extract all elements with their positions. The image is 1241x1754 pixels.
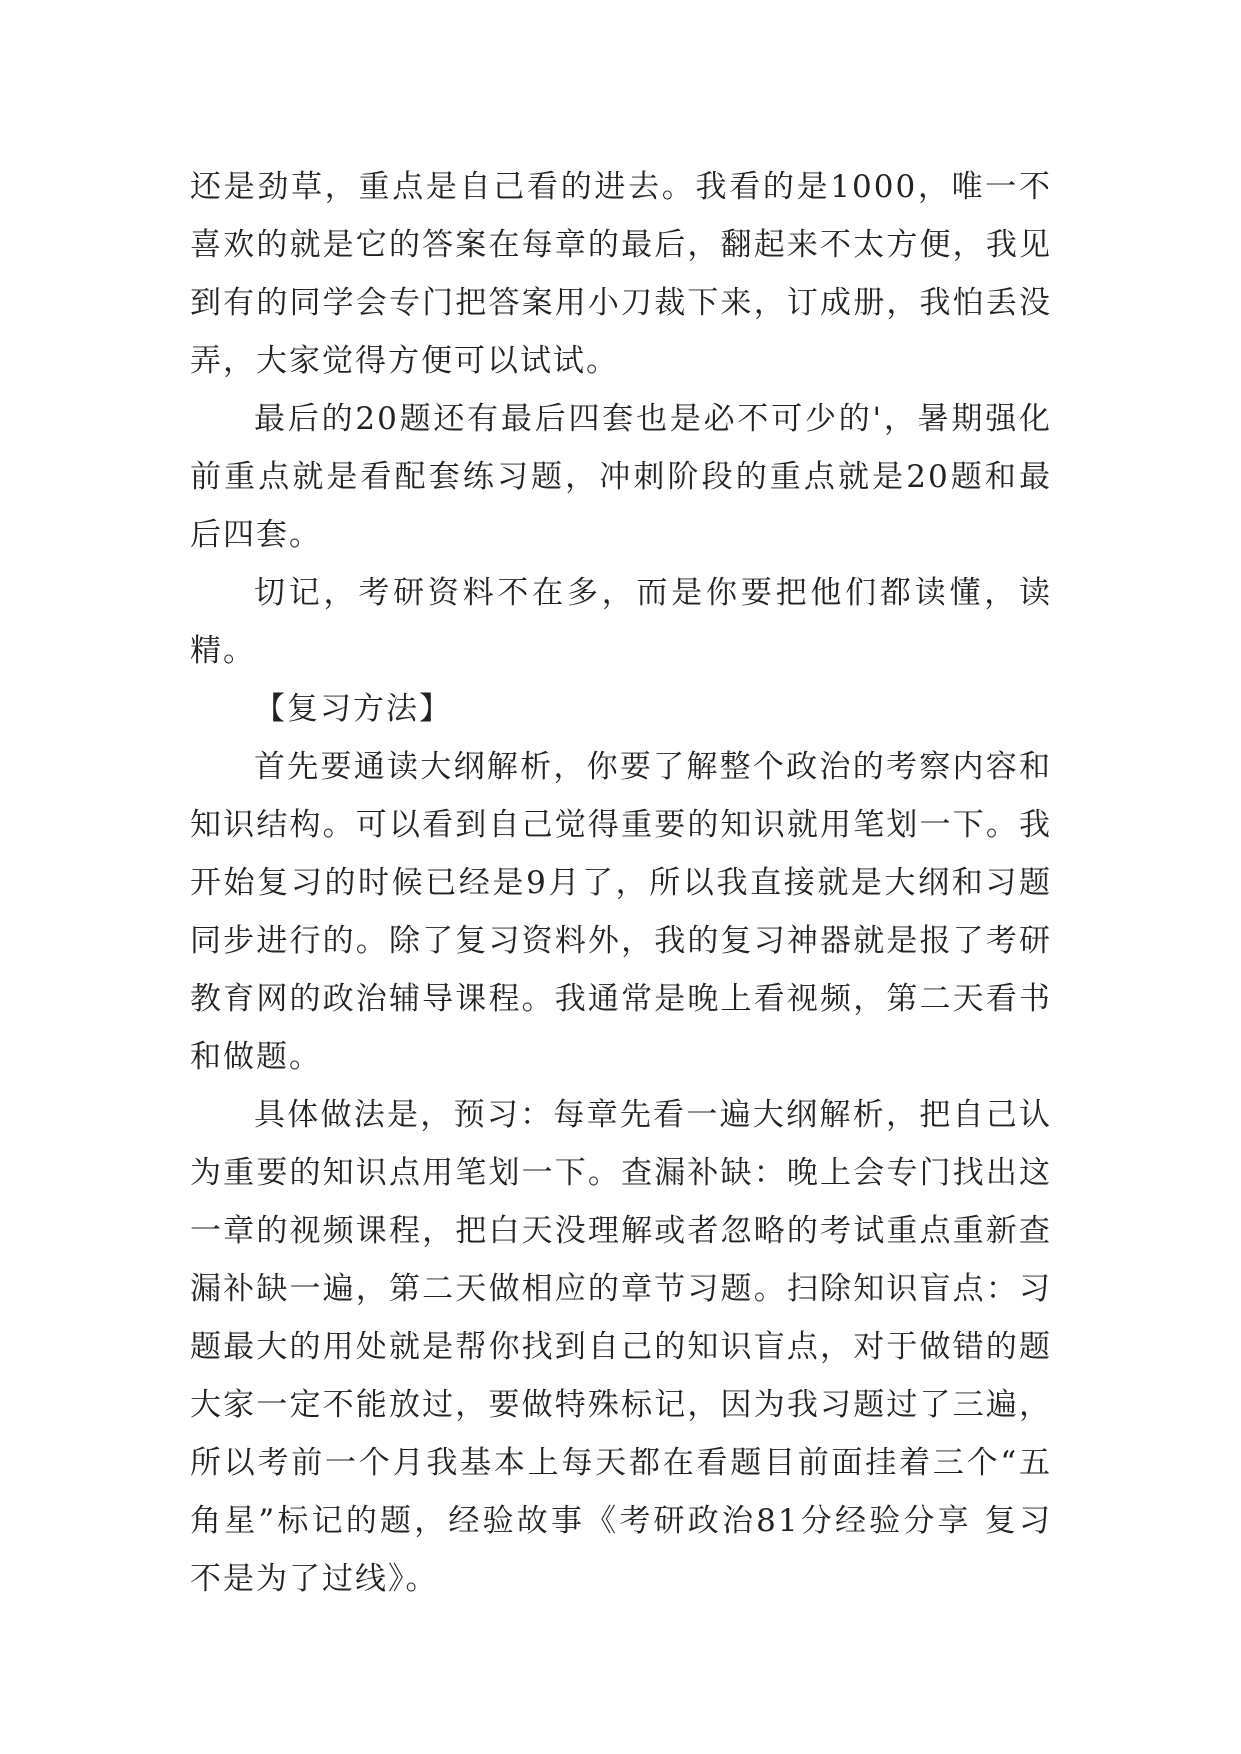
document-page	[190, 158, 1052, 1608]
paragraph-concrete-method: 具体做法是，预习：每章先看一遍大纲解析，把自己认为重要的知识点用笔划一下。查漏补缺：晚上会专门找出这一章的视频课程，把白天没理解或者忽略的考试重点重新查漏补缺一遍，第二天做相应的章节习题。扫除知识盲点：习题最大的用处就是帮你找到自己的知识盲点，对于做错的题大家一定不能放过，要做特殊标记，因为我习题过了三遍，所以考前一个月我基本上每天都在看题目前面挂着三个“五角星”标记的题，经验故事《考研政治81分经验分享 复习不是为了过线》。	[190, 1097, 1052, 1597]
paragraph-syllabus-reading: 首先要通读大纲解析，你要了解整个政治的考察内容和知识结构。可以看到自己觉得重要的知识就用笔划一下。我开始复习的时候已经是9月了，所以我直接就是大纲和习题同步进行的。除了复习资料外，我的复习神器就是报了考研教育网的政治辅导课程。我通常是晚上看视频，第二天看书和做题。	[190, 749, 1052, 1075]
paragraph-reminder: 切记，考研资料不在多，而是你要把他们都读懂，读精。	[190, 575, 1052, 669]
paragraph-final-sets: 最后的20题还有最后四套也是必不可少的'，暑期强化前重点就是看配套练习题，冲刺阶段的重点就是20题和最后四套。	[190, 401, 1052, 553]
paragraph-answers-note: 还是劲草，重点是自己看的进去。我看的是1000，唯一不喜欢的就是它的答案在每章的最后，翻起来不太方便，我见到有的同学会专门把答案用小刀裁下来，订成册，我怕丢没弄，大家觉得方便可以试试。	[190, 169, 1052, 379]
section-heading-review-method: 【复习方法】	[254, 691, 452, 727]
